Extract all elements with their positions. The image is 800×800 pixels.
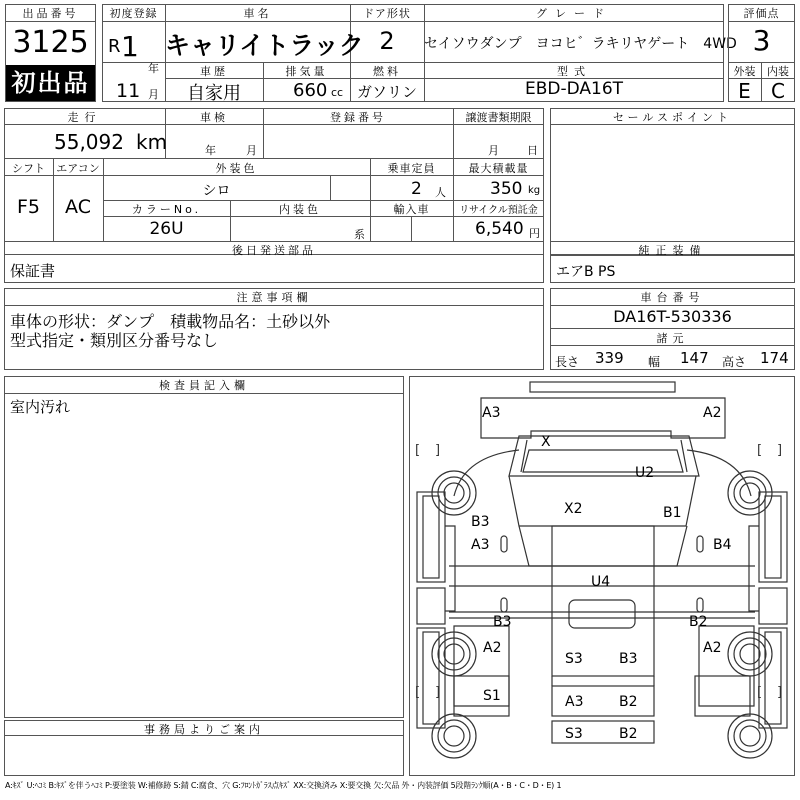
score-header: 評価点 [743,7,780,20]
registration-header: 登録番号 [330,111,386,124]
model-code-header: 型式 [557,65,591,78]
chassis-header: 車台番号 [640,291,705,304]
capacity-header: 乗車定員 [387,162,436,175]
dims-length-label: 長さ [555,355,580,369]
mark-a3-front-left: A3 [482,405,501,421]
int-color-header: 内装色 [279,203,321,216]
int-score-header: 内装 [767,65,789,78]
fuel-header: 燃料 [373,65,401,78]
later-parts-value: 保証書 [10,262,56,280]
mark-b1: B1 [663,505,682,521]
mark-u2: U2 [635,465,655,481]
chassis-value: DA16T-530336 [613,307,732,326]
mark-a3-left: A3 [471,537,490,553]
mark-b3-bed: B3 [619,651,638,667]
svg-text:]: ] [435,685,441,700]
aircon-value: AC [65,196,91,218]
mark-x-windshield: X [541,434,551,450]
inspection-year-unit: 年 [205,144,216,157]
dims-width-label: 幅 [648,355,661,369]
mileage-value: 55,092 [54,130,124,154]
color-no-header: カラーNo. [131,203,202,216]
ext-color-value: シロ [202,183,231,199]
transfer-month-unit: 月 [488,144,499,157]
svg-text:]: ] [777,443,783,458]
notes-line-1: 車体の形状：ダンプ 積載物品名：土砂以外 [10,312,331,331]
sales-points-header: セールスポイント [612,111,732,124]
notes-line-2: 型式指定・類別区分番号なし [10,331,219,350]
mark-a2-front-right: A2 [703,405,722,421]
equipment-value: エアB PS [556,264,616,280]
mark-s1: S1 [483,688,501,704]
first-reg-year-unit: 年 [148,62,159,75]
mark-s3-tail: S3 [565,726,583,742]
later-parts-header: 後日発送部品 [232,244,316,257]
ext-score-value: E [738,79,751,103]
svg-text:[: [ [757,685,763,700]
int-score-value: C [771,79,785,103]
ext-score-header: 外装 [733,65,756,78]
displacement-value: 660 [293,80,328,101]
later-parts-box [4,255,544,283]
model-code-value: EBD-DA16T [524,79,624,99]
displacement-unit: cc [331,86,344,99]
mark-b4: B4 [713,537,732,553]
mark-b2-bed-right: B2 [689,614,708,630]
capacity-unit: 人 [435,186,446,199]
first-reg-era: R [108,36,121,57]
svg-text:]: ] [435,443,441,458]
int-color-unit: 系 [354,228,365,241]
color-no-value: 26U [149,219,184,239]
recycle-value: 6,540 [475,219,524,239]
svg-text:[: [ [415,443,421,458]
history-header: 車歴 [200,65,228,78]
first-reg-month-unit: 月 [148,88,159,101]
svg-text:]: ] [777,685,783,700]
history-value: 自家用 [187,83,241,104]
recycle-unit: 円 [529,227,540,240]
car-name-header: 車名 [243,7,272,20]
mark-b2-bed: B2 [619,694,638,710]
dims-height-value: 174 [760,349,789,367]
notes-header: 注意事項欄 [236,291,312,304]
office-header: 事務局よりご案内 [144,723,264,736]
grade-header: グレード [536,7,612,20]
doors-header: ドア形状 [363,7,411,20]
displacement-header: 排気量 [285,65,328,78]
dims-height-label: 高さ [722,355,747,369]
lot-header: 出品番号 [22,7,79,20]
dims-length-value: 339 [595,349,624,367]
max-load-header: 最大積載量 [468,162,529,175]
mark-x2: X2 [564,501,583,517]
mileage-unit: km [136,130,168,154]
transfer-header: 譲渡書類期限 [465,111,532,124]
mark-b2-tail: B2 [619,726,638,742]
legend-text: A:ｷｽﾞ U:ﾍｺﾐ B:ｷｽﾞを伴うﾍｺﾐ P:要塗装 W:補修跡 S:錆 C:腐食、穴 G:ﾌﾛﾝﾄｶﾞﾗｽ点ｷｽﾞ XX:交換済み X:要交換 欠:欠品 外・内装評価 5段階ﾗﾝｸ順(A・B・C・D・E) 1 [5,781,562,790]
vehicle-diagram [409,376,795,776]
sales-points-box [550,108,795,255]
first-reg-header: 初度登録 [109,7,158,20]
mark-b3-bed-left: B3 [493,614,512,630]
max-load-unit: kg [528,185,541,196]
mark-a3-bed: A3 [565,694,584,710]
lot-number: 3125 [12,25,89,60]
inspection-month-unit: 月 [246,144,257,157]
grade-value: セイソウダンプ ヨコヒ゛ラキリヤゲート 4WD [424,36,737,52]
inspector-header: 検査員記入欄 [159,379,249,392]
dims-width-value: 147 [680,349,709,367]
inspector-value: 室内汚れ [10,398,71,416]
inspector-box [4,376,404,718]
equipment-header: 純正装備 [638,244,707,257]
aircon-header: エアコン [56,162,100,175]
mileage-header: 走行 [67,111,102,124]
car-name: キャリイトラック [165,31,364,60]
mark-b3-left: B3 [471,514,490,530]
svg-text:[: [ [415,685,421,700]
score-value: 3 [752,24,771,57]
capacity-value: 2 [411,179,422,199]
first-reg-year: 1 [121,30,139,63]
mark-a2-rear-left: A2 [483,640,502,656]
fuel-value: ガソリン [356,83,417,101]
mark-s3: S3 [565,651,583,667]
doors-value: 2 [379,27,395,55]
shift-value: F5 [16,196,41,218]
dims-header: 諸元 [656,332,689,345]
first-reg-month: 11 [116,80,141,102]
inspection-header: 車検 [200,111,228,124]
mark-a2-rear-right: A2 [703,640,722,656]
import-header: 輸入車 [393,203,430,216]
transfer-day-unit: 日 [527,144,538,157]
ext-color-header: 外装色 [215,162,258,175]
max-load-value: 350 [490,179,523,199]
shift-header: シフト [12,162,45,175]
mark-u4: U4 [591,574,611,590]
recycle-header: リサイクル預託金 [459,205,538,216]
svg-text:[: [ [757,443,763,458]
first-listing-badge: 初出品 [6,65,95,101]
